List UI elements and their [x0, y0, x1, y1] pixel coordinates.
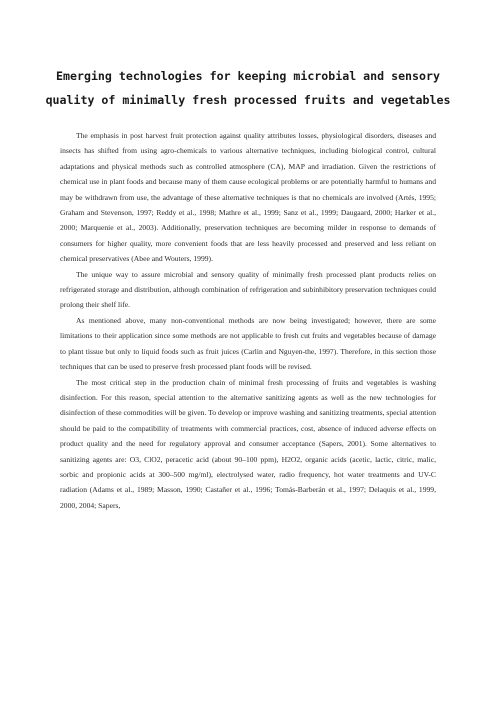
paragraph-4: The most critical step in the production chain of minimal fresh processing of fruits and vegetables is washing disinfection. For this reason, special attention to the alternative sanitizing agents as well as the new technologies for disinfection of these commodities will be given. To develop or improve washing and sanitizing treatments, special attention should be paid to the compatibility of treatments with commercial practices, cost, absence of induced adverse effects on product quality and the need for regulatory approval and consumer acceptance (Sapers, 2001). Some alternatives to sanitizing agents are: O3, ClO2, peracetic acid (about 90–100 ppm), H2O2, organic acids (acetic, lactic, citric, malic, sorbic and propionic acids at 300–500 mg/ml), electrolysed water, radio frequency, hot water treatments and UV-C radiation (Adams et al., 1989; Masson, 1990; Castañer et al., 1996; Tomás-Barberán et al., 1997; Delaquis et al., 1999, 2000, 2004; Sapers, — [60, 377, 436, 510]
paragraph-1: The emphasis in post harvest fruit protection against quality attributes losses, physiological disorders, diseases and insects has shifted from using agro-chemicals to various alternative techniques, including biological control, cultural adaptations and physical methods such as controlled atmosphere (CA), MAP and irradiation. Given the restrictions of chemical use in plant foods and because many of them cause ecological problems or are potentially harmful to humans and may be withdrawn from use, the advantage of these alternative techniques is that no chemicals are involved (Artés, 1995; Graham and Stevenson, 1997; Reddy et al., 1998; Mathre et al., 1999; Sanz et al., 1999; Daugaard, 2000; Harker et al., 2000; Marquenie et al., 2003). Additionally, preservation techniques are becoming milder in response to demands of consumers for higher quality, more convenient foods that are less heavily processed and preserved and less reliant on chemical preservatives (Abee and Wouters, 1999). — [60, 131, 436, 264]
document-title: Emerging technologies for keeping microbial and sensory quality of minimally fresh processed fruits and vegetables — [45, 69, 451, 107]
paragraph-3: As mentioned above, many non-conventional methods are now being investigated; however, there are some limitations to their application since some methods are not applicable to fresh cut fruits and vegetables because of damage to plant tissue but only to liquid foods such as fruit juices (Carlin and Nguyen-the, 1997). Therefore, in this section those techniques that can be used to preserve fresh processed plant foods will be revised. — [60, 315, 436, 372]
document-body — [60, 128, 436, 513]
paragraph-2: The unique way to assure microbial and sensory quality of minimally fresh processed plant products relies on refrigerated storage and distribution, although combination of refrigeration and subinhibitory preservation techniques could prolong their shelf life. — [60, 269, 436, 310]
